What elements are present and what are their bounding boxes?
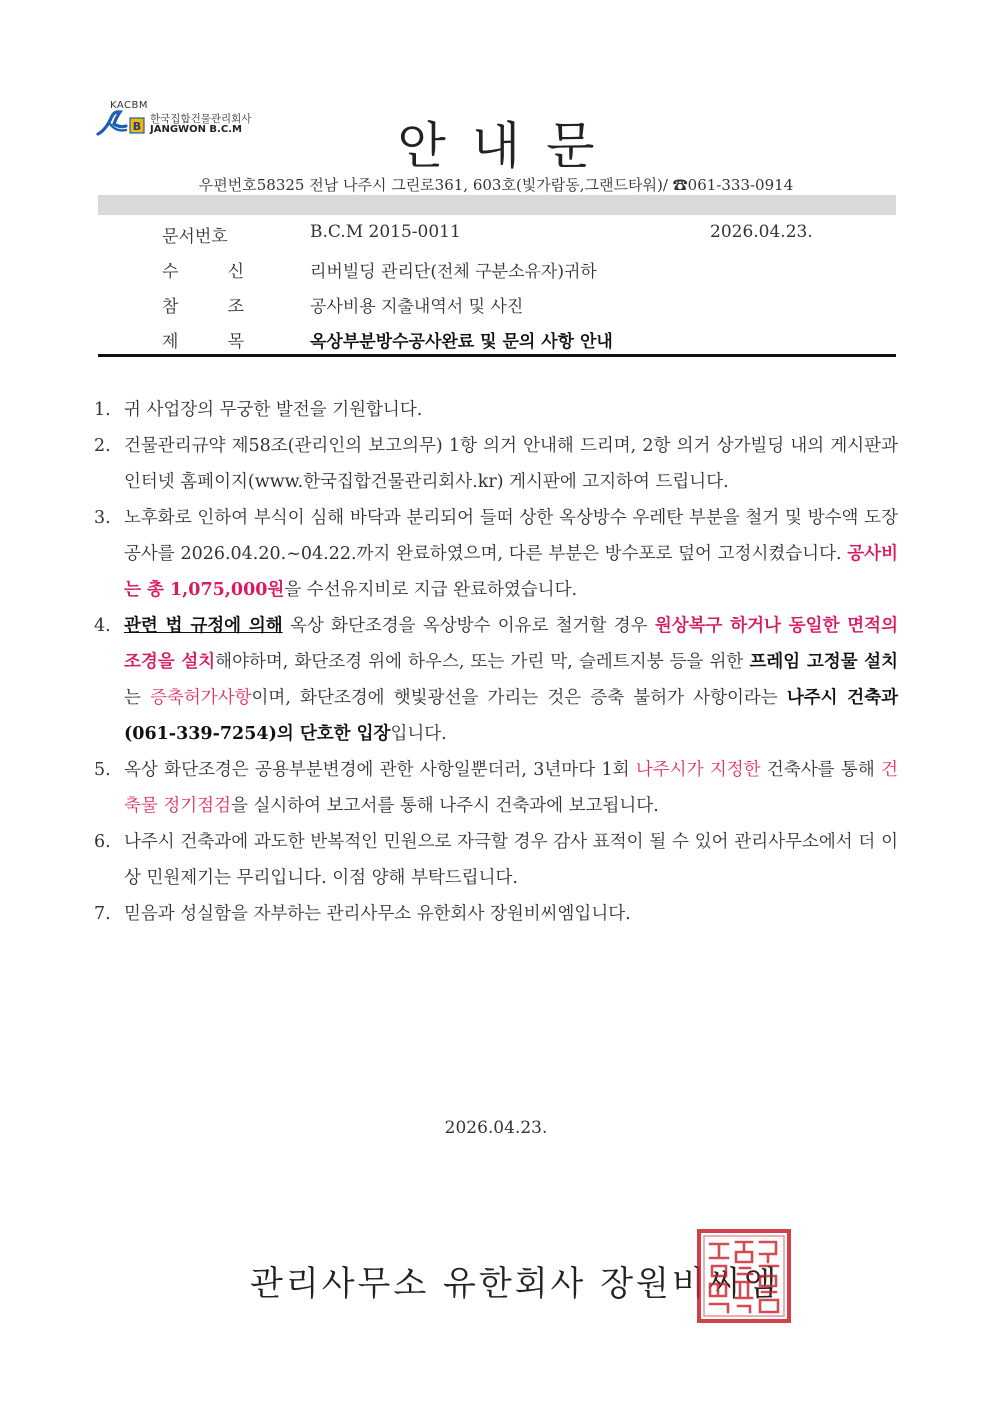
logo-kacbm-text: KACBM	[110, 100, 149, 111]
item-text: 귀 사업장의 무궁한 발전을 기원합니다.	[124, 400, 423, 420]
item-number: 4.	[94, 616, 111, 636]
item-text: 노후화로 인하여 부식이 심해 바닥과 분리되어 들떠 상한 옥상방수 우레탄 부분을 철거 및 방수액 도장 공사를 2026.04.20.~04.22.까지 완료하였으며, 다른 부분은 방수포로 덮어 고정시켰습니다.	[124, 508, 898, 564]
doc-date: 2026.04.23.	[710, 222, 813, 242]
header-band	[98, 195, 896, 215]
list-item	[94, 752, 898, 824]
recipient-label: 수 신	[162, 262, 244, 282]
list-item	[94, 392, 898, 428]
logo-english-name: JANGWON B.C.M	[150, 124, 242, 135]
notice-body	[94, 392, 898, 932]
item-number: 3.	[94, 508, 111, 528]
city-highlight: 나주시가 지정한	[635, 760, 761, 780]
document-header	[98, 218, 896, 358]
frame-emphasis: 프레임 고정물 설치	[749, 652, 898, 672]
inspection-highlight: 건축물 정기점검	[124, 760, 898, 816]
company-address: 우편번호58325 전남 나주시 그린로361, 603호(빛가람동,그랜드타워)/ ☎061-333-0914	[198, 176, 794, 194]
item-text: 건축사를 통해	[760, 760, 882, 780]
header-divider	[98, 354, 896, 357]
issuer-signature: 관리사무소 유한회사 장원비씨엠	[250, 1264, 780, 1304]
item-text: 입니다.	[390, 724, 447, 744]
item-number: 7.	[94, 904, 111, 924]
item-text: 을 실시하여 보고서를 통해 나주시 건축과에 보고됩니다.	[231, 796, 659, 816]
item-text: 믿음과 성실함을 자부하는 관리사무소 유한회사 장원비씨엠입니다.	[124, 904, 631, 924]
doc-number-value: B.C.M 2015-0011	[310, 222, 461, 242]
company-seal-icon	[696, 1228, 792, 1324]
recipient-row	[98, 253, 896, 288]
item-text: 을 수선유지비로 지급 완료하였습니다.	[284, 580, 578, 600]
subject-row	[98, 323, 896, 358]
item-number: 2.	[94, 436, 111, 456]
list-item	[94, 608, 898, 752]
item-number: 1.	[94, 400, 111, 420]
list-item	[94, 500, 898, 608]
item-number: 6.	[94, 832, 111, 852]
list-item	[94, 824, 898, 896]
permit-highlight: 증축허가사항	[150, 688, 252, 708]
doc-number-row	[98, 218, 896, 253]
item-text: 나주시 건축과에 과도한 반복적인 민원으로 자극할 경우 감사 표적이 될 수 있어 관리사무소에서 더 이상 민원제기는 무리입니다. 이점 양해 부탁드립니다.	[124, 832, 898, 888]
item-text: 는	[124, 688, 151, 708]
logo-mark-letter: B	[132, 120, 142, 133]
logo-korean-name: 한국집합건물관리회사	[150, 113, 252, 125]
item-number: 5.	[94, 760, 111, 780]
recipient-value: 리버빌딩 관리단(전체 구분소유자)귀하	[310, 262, 597, 282]
footer-date: 2026.04.23.	[444, 1118, 548, 1138]
law-emphasis: 관련 법 규정에 의해	[124, 616, 283, 636]
document-title: 안내문	[397, 117, 621, 175]
item-text: 해야하며, 화단조경 위에 하우스, 또는 가린 막, 슬레트지붕 등을 위한	[215, 652, 750, 672]
cost-highlight: 공사비는 총 1,075,000원	[124, 544, 898, 600]
list-item	[94, 428, 898, 500]
item-text: 옥상 화단조경을 옥상방수 이유로 철거할 경우	[282, 616, 655, 636]
item-text: 건물관리규약 제58조(관리인의 보고의무) 1항 의거 안내해 드리며, 2항 의거 상가빌딩 내의 게시판과 인터넷 홈페이지(www.한국집합건물관리회사.kr) 게시판에 고지하여 드립니다.	[124, 436, 898, 492]
subject-value: 옥상부분방수공사완료 및 문의 사항 안내	[310, 332, 613, 352]
list-item	[94, 896, 898, 932]
item-text: 옥상 화단조경은 공용부분변경에 관한 사항일뿐더러, 3년마다 1회	[124, 760, 636, 780]
item-text: 이며, 화단조경에 햇빛광선을 가리는 것은 증축 불허가 사항이라는	[251, 688, 787, 708]
subject-label: 제 목	[162, 332, 244, 352]
reference-label: 참 조	[162, 297, 244, 317]
reference-row	[98, 288, 896, 323]
doc-number-label: 문서번호	[162, 227, 228, 247]
office-emphasis: 나주시 건축과(061-339-7254)의 단호한 입장	[124, 688, 899, 744]
reference-value: 공사비용 지출내역서 및 사진	[310, 297, 524, 317]
restore-highlight: 원상복구 하거나 동일한 면적의 조경을 설치	[124, 616, 898, 672]
